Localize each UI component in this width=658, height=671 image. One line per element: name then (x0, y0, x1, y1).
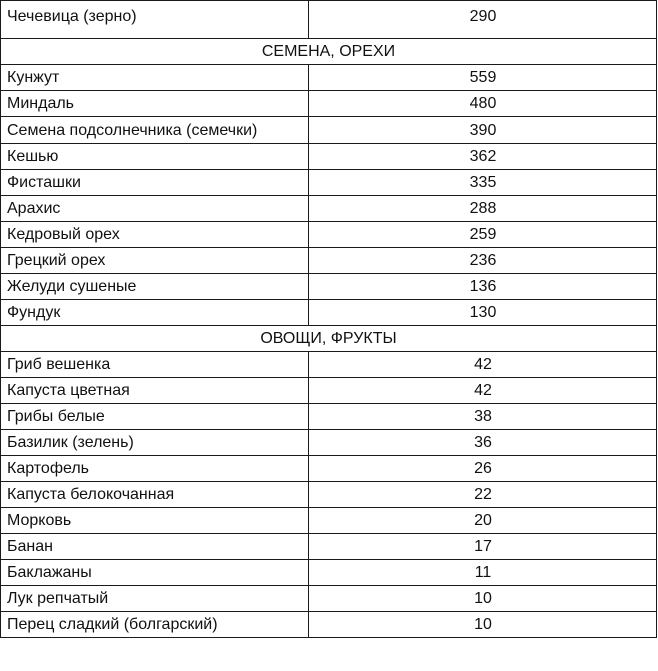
table-row (1, 274, 657, 300)
product-value: 288 (309, 196, 657, 222)
product-name: Фундук (1, 300, 309, 326)
table-row (1, 508, 657, 534)
product-name: Кунжут (1, 65, 309, 91)
product-value: 390 (309, 117, 657, 144)
product-value: 362 (309, 144, 657, 170)
product-value: 136 (309, 274, 657, 300)
product-name: Кедровый орех (1, 222, 309, 248)
product-value: 26 (309, 456, 657, 482)
product-value: 559 (309, 65, 657, 91)
table-row (1, 91, 657, 117)
product-value: 236 (309, 248, 657, 274)
product-value: 11 (309, 560, 657, 586)
product-name: Арахис (1, 196, 309, 222)
product-value: 22 (309, 482, 657, 508)
table-row (1, 612, 657, 638)
product-value: 38 (309, 404, 657, 430)
table-row (1, 378, 657, 404)
product-name: Картофель (1, 456, 309, 482)
product-value: 10 (309, 612, 657, 638)
product-value: 480 (309, 91, 657, 117)
product-name: Чечевица (зерно) (1, 1, 309, 39)
product-value: 259 (309, 222, 657, 248)
product-value: 42 (309, 378, 657, 404)
table-row (1, 170, 657, 196)
product-name: Банан (1, 534, 309, 560)
product-value: 290 (309, 1, 657, 39)
table-row (1, 534, 657, 560)
product-value: 335 (309, 170, 657, 196)
table-row (1, 404, 657, 430)
section-header-row (1, 326, 657, 352)
table-row (1, 300, 657, 326)
product-value: 20 (309, 508, 657, 534)
product-name: Миндаль (1, 91, 309, 117)
table-row (1, 222, 657, 248)
product-name: Баклажаны (1, 560, 309, 586)
product-name: Желуди сушеные (1, 274, 309, 300)
section-title: ОВОЩИ, ФРУКТЫ (1, 326, 657, 352)
table-row (1, 65, 657, 91)
table-row (1, 248, 657, 274)
product-name: Гриб вешенка (1, 352, 309, 378)
product-value: 17 (309, 534, 657, 560)
product-name: Перец сладкий (болгарский) (1, 612, 309, 638)
table-row (1, 144, 657, 170)
product-name: Фисташки (1, 170, 309, 196)
table-row (1, 117, 657, 144)
product-value: 10 (309, 586, 657, 612)
product-name: Капуста цветная (1, 378, 309, 404)
product-name: Капуста белокочанная (1, 482, 309, 508)
table-row (1, 456, 657, 482)
table-row (1, 352, 657, 378)
table-row (1, 1, 657, 39)
table-row (1, 196, 657, 222)
product-name: Базилик (зелень) (1, 430, 309, 456)
table-row (1, 586, 657, 612)
product-value: 130 (309, 300, 657, 326)
product-name: Грецкий орех (1, 248, 309, 274)
product-name: Семена подсолнечника (семечки) (1, 117, 309, 144)
section-header-row (1, 39, 657, 65)
table-row (1, 560, 657, 586)
product-name: Морковь (1, 508, 309, 534)
table-row (1, 430, 657, 456)
product-name: Кешью (1, 144, 309, 170)
product-name: Лук репчатый (1, 586, 309, 612)
section-title: СЕМЕНА, ОРЕХИ (1, 39, 657, 65)
product-name: Грибы белые (1, 404, 309, 430)
product-value: 36 (309, 430, 657, 456)
table-row (1, 482, 657, 508)
product-value: 42 (309, 352, 657, 378)
